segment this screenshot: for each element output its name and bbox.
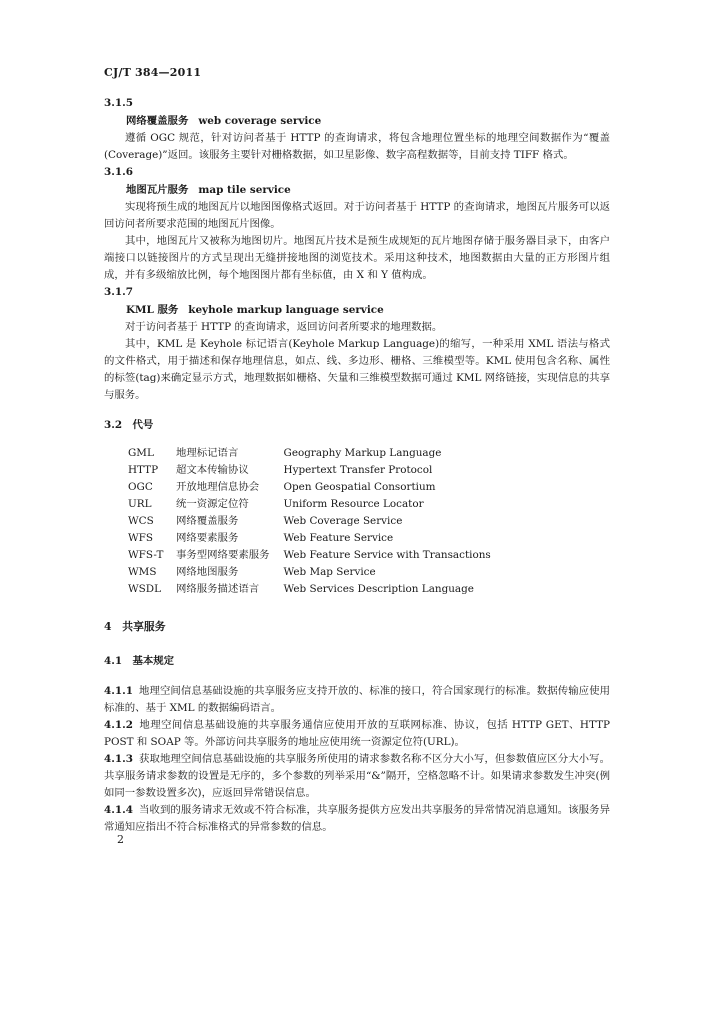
clause-text: 获取地理空间信息基础设施的共享服务所使用的请求参数名称不区分大小写，但参数值应区分大小写。共享服务请求参数的设置是无序的，多个参数的列举采用“&”隔开，空格忽略不计。如果请求参数发生冲突(例如同一参数设置多次)，应返回异常错误信息。: [104, 753, 610, 799]
abbr-zh: 网络服务描述语言: [176, 583, 260, 595]
abbr-en: Web Map Service: [283, 566, 376, 578]
term-heading-3-1-6: [104, 181, 610, 199]
abbr-code: URL: [128, 498, 152, 510]
chapter-heading-4: 4 共享服务: [104, 620, 166, 633]
abbreviation-row: [128, 581, 491, 598]
abbr-zh: 事务型网络要素服务: [176, 549, 270, 561]
abbr-code: WFS-T: [128, 549, 164, 561]
clause-4-1-3: [104, 751, 610, 802]
note-paragraph: 其中，地图瓦片又被称为地图切片。地图瓦片技术是预生成规矩的瓦片地图存储于服务器目录下，由客户端接口以链接图片的方式呈现出无缝拼接地图的浏览技术。采用这种技术，地图数据由大量的正方形图片组成，并有多级缩放比例，每个地图图片都有坐标值，由 X 和 Y 值构成。: [104, 235, 610, 281]
abbr-code: HTTP: [128, 464, 159, 476]
abbr-code: WSDL: [128, 583, 162, 595]
abbr-code: OGC: [128, 481, 153, 493]
clause-number: 4.1.3: [104, 753, 133, 765]
abbreviation-row: [128, 479, 491, 496]
abbreviation-row: [128, 513, 491, 530]
clause-number: 4.1.2: [104, 719, 133, 731]
abbr-code: WCS: [128, 515, 154, 527]
clause-number-3-1-5: 3.1.5: [104, 97, 133, 109]
abbr-en: Web Services Description Language: [283, 583, 474, 595]
clause-4-1-4: [104, 802, 610, 836]
abbreviation-row: [128, 462, 491, 479]
abbr-code: WMS: [128, 566, 157, 578]
abbr-code: WFS: [128, 532, 154, 544]
term-heading-3-1-7: [104, 301, 610, 319]
abbr-zh: 开放地理信息协会: [176, 481, 260, 493]
abbr-zh: 网络要素服务: [176, 532, 239, 544]
abbr-zh: 超文本传输协议: [176, 464, 249, 476]
definition-paragraph: 实现将预生成的地图瓦片以地图图像格式返回。对于访问者基于 HTTP 的查询请求，地图瓦片服务可以返回访问者所要求范围的地图瓦片图像。: [104, 201, 610, 230]
term-en: keyhole markup language service: [188, 304, 384, 316]
clause-text: 地理空间信息基础设施的共享服务通信应使用开放的互联网标准、协议，包括 HTTP GET、HTTP POST 和 SOAP 等。外部访问共享服务的地址应使用统一资源定位符(URL)。: [104, 719, 610, 748]
abbreviation-row: [128, 496, 491, 513]
clause-number-3-1-7: 3.1.7: [104, 286, 133, 298]
clause-number-3-1-6: 3.1.6: [104, 166, 133, 178]
abbreviation-row: [128, 530, 491, 547]
abbr-zh: 地理标记语言: [176, 447, 239, 459]
term-heading-3-1-5: [104, 112, 610, 130]
abbr-en: Uniform Resource Locator: [283, 498, 424, 510]
abbreviation-row: [128, 547, 491, 564]
abbreviation-row: [128, 564, 491, 581]
clause-4-1-1: [104, 683, 610, 717]
section-heading-4-1: 4.1 基本规定: [104, 655, 175, 667]
abbr-en: Web Feature Service: [283, 532, 394, 544]
clause-number: 4.1.1: [104, 685, 133, 697]
term-zh: 地图瓦片服务: [126, 184, 189, 196]
clause-text: 地理空间信息基础设施的共享服务应支持开放的、标准的接口，符合国家现行的标准。数据传输应使用标准的、基于 XML 的数据编码语言。: [104, 685, 610, 714]
term-zh: KML 服务: [126, 304, 179, 316]
clause-text: 当收到的服务请求无效或不符合标准，共享服务提供方应发出共享服务的异常情况消息通知。该服务异常通知应指出不符合标准格式的异常参数的信息。: [104, 804, 610, 833]
page-content: [104, 95, 610, 836]
term-en: map tile service: [198, 184, 291, 196]
abbr-zh: 统一资源定位符: [176, 498, 249, 510]
abbreviation-table: [128, 445, 491, 598]
definition-paragraph: 对于访问者基于 HTTP 的查询请求，返回访问者所要求的地理数据。: [125, 321, 443, 333]
standard-code-header: CJ/T 384—2011: [104, 66, 202, 79]
abbr-zh: 网络地图服务: [176, 566, 239, 578]
abbr-en: Geography Markup Language: [283, 447, 442, 459]
clause-4-1-2: [104, 717, 610, 751]
term-en: web coverage service: [198, 115, 322, 127]
abbr-zh: 网络覆盖服务: [176, 515, 239, 527]
note-paragraph: 其中，KML 是 Keyhole 标记语言(Keyhole Markup Language)的缩写，一种采用 XML 语法与格式的文件格式，用于描述和保存地理信息，如点、线、多边形、栅格、三维模型等。KML 使用包含名称、属性的标签(tag)来确定显示方式，地理数据如栅格、矢量和三维模型数据可通过 KML 网络链接，实现信息的共享与服务。: [104, 338, 610, 401]
definition-paragraph: 遵循 OGC 规范，针对访问者基于 HTTP 的查询请求，将包含地理位置坐标的地理空间数据作为“覆盖(Coverage)”返回。该服务主要针对栅格数据，如卫星影像、数字高程数据等，目前支持 TIFF 格式。: [104, 132, 610, 161]
clause-number: 4.1.4: [104, 804, 133, 816]
term-zh: 网络覆盖服务: [126, 115, 189, 127]
abbr-en: Open Geospatial Consortium: [283, 481, 436, 493]
abbreviation-row: [128, 445, 491, 462]
section-heading-3-2: 3.2 代号: [104, 419, 154, 431]
abbr-code: GML: [128, 447, 154, 459]
page-number: 2: [117, 833, 124, 846]
abbr-en: Web Feature Service with Transactions: [283, 549, 491, 561]
abbr-en: Web Coverage Service: [283, 515, 403, 527]
abbr-en: Hypertext Transfer Protocol: [283, 464, 433, 476]
